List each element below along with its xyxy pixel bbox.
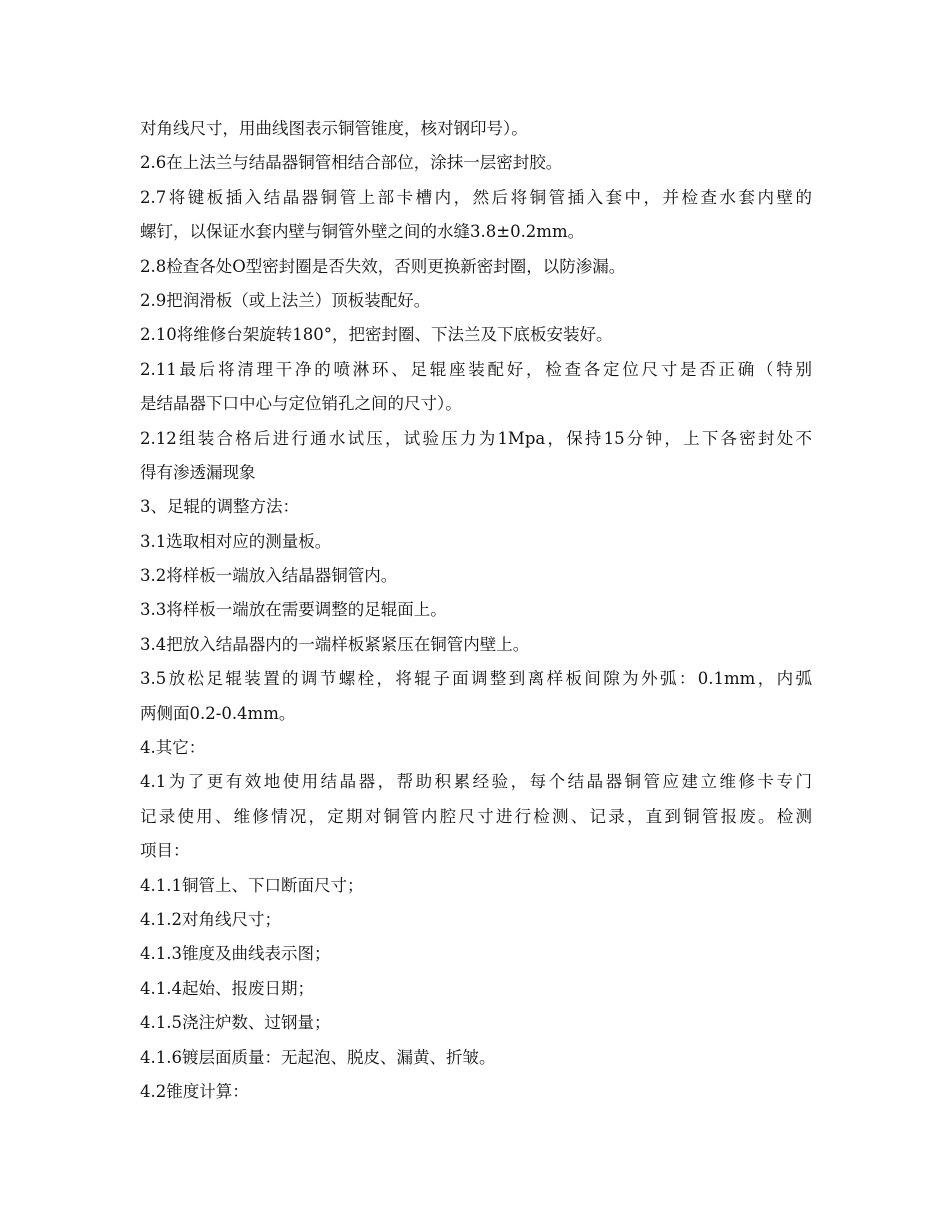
text-line: 4.1.5浇注炉数、过钢量； xyxy=(140,1013,331,1033)
document-body xyxy=(140,112,812,1109)
text-line: 4.1.6镀层面质量：无起泡、脱皮、漏黄、折皱。 xyxy=(140,1047,496,1067)
text-line: 4.1.3锥度及曲线表示图； xyxy=(140,944,331,964)
text-line: 2.12组装合格后进行通水试压，试验压力为1Mpa，保持15分钟，上下各密封处不 xyxy=(140,428,812,448)
text-line: 项目： xyxy=(140,841,190,861)
text-line: 4.1.4起始、报废日期； xyxy=(140,978,314,998)
text-line: 是结晶器下口中心与定位销孔之间的尺寸）。 xyxy=(140,394,462,414)
text-line: 2.7将键板插入结晶器铜管上部卡槽内，然后将铜管插入套中，并检查水套内壁的 xyxy=(140,187,812,207)
text-line: 4.其它： xyxy=(140,738,206,758)
text-line: 4.1为了更有效地使用结晶器，帮助积累经验，每个结晶器铜管应建立维修卡专门 xyxy=(140,772,812,792)
text-line: 3.3将样板一端放在需要调整的足辊面上。 xyxy=(140,600,447,620)
text-line: 2.11最后将清理干净的喷淋环、足辊座装配好，检查各定位尺寸是否正确（特别 xyxy=(140,359,812,379)
text-line: 记录使用、维修情况，定期对铜管内腔尺寸进行检测、记录，直到铜管报废。检测 xyxy=(140,806,812,826)
text-line: 两侧面0.2-0.4mm。 xyxy=(140,703,296,723)
text-line: 2.10将维修台架旋转180°，把密封圈、下法兰及下底板安装好。 xyxy=(140,325,613,345)
text-line: 3.2将样板一端放入结晶器铜管内。 xyxy=(140,566,398,586)
text-line: 4.1.2对角线尺寸； xyxy=(140,909,281,929)
text-line: 3.5放松足辊装置的调节螺栓，将辊子面调整到离样板间隙为外弧：0.1mm，内弧 xyxy=(140,669,812,689)
text-line: 螺钉，以保证水套内壁与铜管外壁之间的水缝3.8±0.2mm。 xyxy=(140,222,585,242)
text-line: 得有渗透漏现象 xyxy=(140,462,256,482)
text-line: 2.9把润滑板（或上法兰）顶板装配好。 xyxy=(140,290,431,310)
text-line: 4.2锥度计算： xyxy=(140,1081,249,1101)
text-line: 4.1.1铜管上、下口断面尺寸； xyxy=(140,875,364,895)
text-line: 3.4把放入结晶器内的一端样板紧紧压在铜管内壁上。 xyxy=(140,634,530,654)
text-line: 2.8检查各处O型密封圈是否失效，否则更换新密封圈，以防渗漏。 xyxy=(140,256,626,276)
text-line: 对角线尺寸，用曲线图表示铜管锥度，核对钢印号）。 xyxy=(140,119,528,138)
text-line: 2.6在上法兰与结晶器铜管相结合部位，涂抹一层密封胶。 xyxy=(140,153,563,173)
text-line: 3.1选取相对应的测量板。 xyxy=(140,531,332,551)
text-line: 3、足辊的调整方法： xyxy=(140,497,299,517)
